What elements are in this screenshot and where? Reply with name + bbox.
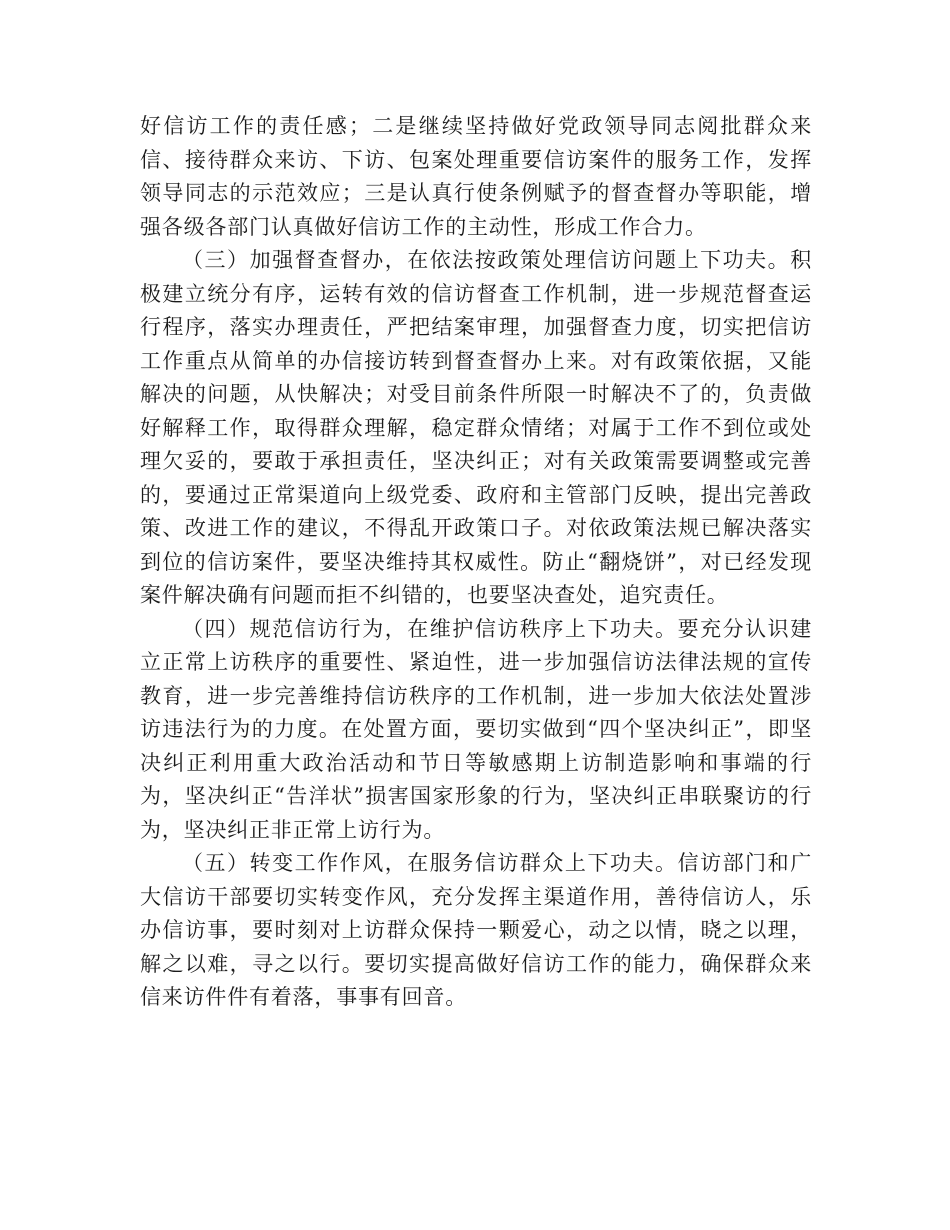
paragraph-continuation: 好信访工作的责任感；二是继续坚持做好党政领导同志阅批群众来信、接待群众来访、下访、包案处理重要信访案件的服务工作，发挥领导同志的示范效应；三是认真行使条例赋予的督查督办等职能，增强各级各部门认真做好信访工作的主动性，形成工作合力。 — [140, 114, 812, 239]
paragraph-section-4: （四）规范信访行为，在维护信访秩序上下功夫。要充分认识建立正常上访秩序的重要性、紧迫性，进一步加强信访法律法规的宣传教育，进一步完善维持信访秩序的工作机制，进一步加大依法处置涉访违法行为的力度。在处置方面，要切实做到“四个坚决纠正”，即坚决纠正利用重大政治活动和节日等敏感期上访制造影响和事端的行为，坚决纠正“告洋状”损害国家形象的行为，坚决纠正串联聚访的行为，坚决纠正非正常上访行为。 — [140, 616, 812, 842]
paragraph-section-3: （三）加强督查督办，在依法按政策处理信访问题上下功夫。积极建立统分有序，运转有效的信访督查工作机制，进一步规范督查运行程序，落实办理责任，严把结案审理，加强督查力度，切实把信访工作重点从简单的办信接访转到督查督办上来。对有政策依据，又能解决的问题，从快解决；对受目前条件所限一时解决不了的，负责做好解释工作，取得群众理解，稳定群众情绪；对属于工作不到位或处理欠妥的，要敢于承担责任，坚决纠正；对有关政策需要调整或完善的，要通过正常渠道向上级党委、政府和主管部门反映，提出完善政策、改进工作的建议，不得乱开政策口子。对依政策法规已解决落实到位的信访案件，要坚决维持其权威性。防止“翻烧饼”，对已经发现案件解决确有问题而拒不纠错的，也要坚决查处，追究责任。 — [140, 248, 812, 607]
paragraph-section-5: （五）转变工作作风，在服务信访群众上下功夫。信访部门和广大信访干部要切实转变作风，充分发挥主渠道作用，善待信访人，乐办信访事，要时刻对上访群众保持一颗爱心，动之以情，晓之以理，解之以难，寻之以行。要切实提高做好信访工作的能力，确保群众来信来访件件有着落，事事有回音。 — [140, 851, 812, 1009]
document-body — [140, 110, 812, 1015]
